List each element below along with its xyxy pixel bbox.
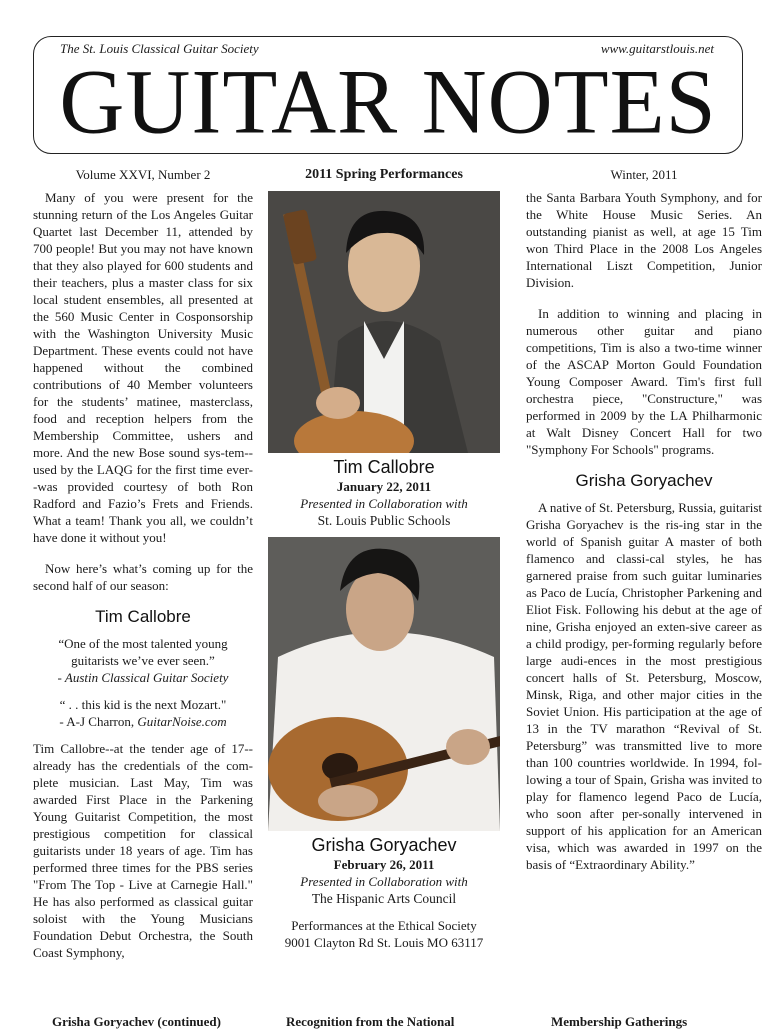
- perf1-partner: St. Louis Public Schools: [317, 513, 451, 528]
- quote-mozart: “ . . this kid is the next Mozart.": [59, 697, 227, 712]
- column-middle: [268, 166, 500, 951]
- tim-awards-paragraph: In addition to winning and placing in numerous other guitar and piano competitions, Tim is also a two-time winner of the ASCAP Morton Gould Foundation Young Composer Award. Tim's first full orchestra piece, "Constructure," was performed in 2009 by the LA Philharmonic at Walt Disney Concert Hall for two "Symphony For Schools" programs.: [526, 306, 762, 457]
- perf1-presented: Presented in Collaboration with: [300, 496, 468, 511]
- column-left: [33, 166, 253, 961]
- venue-line-2: 9001 Clayton Rd St. Louis MO 63117: [284, 935, 484, 950]
- venue-info: [268, 917, 500, 951]
- perf2-presented: Presented in Collaboration with: [300, 874, 468, 889]
- grisha-goryachev-photo: [268, 537, 500, 831]
- perf1-name: Tim Callobre: [333, 457, 435, 477]
- column-right: [526, 166, 762, 873]
- quote-mozart-attribution: [33, 713, 253, 730]
- masthead: [33, 36, 743, 154]
- newsletter-title: GUITAR NOTES: [59, 52, 717, 153]
- attribution-source: GuitarNoise.com: [137, 714, 227, 729]
- perf1-date: January 22, 2011: [336, 479, 432, 494]
- coming-up-paragraph: Now here’s what’s coming up for the second half of our season:: [33, 561, 253, 593]
- volume-number: Volume XXVI, Number 2: [75, 167, 211, 182]
- tim-callobre-photo: [268, 191, 500, 453]
- tim-bio-paragraph: Tim Callobre--at the tender age of 17--already has the credentials of the com-plete musician. Last May, Tim was awarded First Place in the Parkening Young Guitarist Competition, the most prestigious competition for classical guitarists under 18 years of age. Tim has performed three times for the PBS series "From The Top - Live at Carnegie Hall." He has also performed as classical guitar soloist with the Young Musicians Foundation Debut Orchestra, the South Coast Symphony,: [33, 741, 253, 960]
- venue-line-1: Performances at the Ethical Society: [291, 918, 477, 933]
- tim-callobre-heading: Tim Callobre: [95, 607, 191, 626]
- quote-austin-attribution: - Austin Classical Guitar Society: [57, 670, 229, 685]
- grisha-bio-paragraph: A native of St. Petersburg, Russia, guitarist Grisha Goryachev is the ris-ing star in the world of Spanish guitar A master of both flamenco and classi-cal styles, he has garnered praise from such guitar luminaries as Paco de Lucía, Christopher Parkening and Eliot Fisk. Following his debut at the age of nine, Grisha enjoyed an exten-sive career as a child prodigy, per-forming regularly before large audi-ences in the most prestigious concert halls of St. Petersburg, Moscow, Minsk, Riga, and other major cities in the Soviet Union. His participation at the age of 13 in the TV marathon “Revival of St. Petersburg” was transmitted live to more than 100 countries worldwide. In 1994, fol-lowing a tour of Spain, Grisha was invited to play for flamenco legend Paco de Lucía, who soon after per-sonally intervened in support of his application for an American visa, which was awarded in 1997 on the basis of “Extraordinary Ability.”: [526, 500, 762, 872]
- spring-performances-heading: 2011 Spring Performances: [305, 167, 463, 182]
- footer-grisha-continued: Grisha Goryachev (continued): [52, 1014, 221, 1029]
- perf2-date: February 26, 2011: [333, 857, 435, 872]
- perf2-partner: The Hispanic Arts Council: [311, 891, 457, 906]
- perf2-name: Grisha Goryachev: [311, 835, 457, 855]
- tim-continued-paragraph: the Santa Barbara Youth Symphony, and for the White House Music Series. An outstanding pianist as well, at age 15 Tim won Third Place in the 2008 Los Angeles International Liszt Competition, Junior Division.: [526, 190, 762, 290]
- attribution-author: - A-J Charron,: [59, 714, 138, 729]
- quote-austin: “One of the most talented young guitarists we’ve ever seen.”: [58, 636, 228, 668]
- footer-recognition: Recognition from the National: [286, 1014, 455, 1029]
- society-name: The St. Louis Classical Guitar Society: [60, 41, 259, 56]
- grisha-goryachev-illustration: [268, 537, 500, 831]
- footer-membership: Membership Gatherings: [551, 1014, 688, 1029]
- grisha-goryachev-heading: Grisha Goryachev: [575, 471, 713, 490]
- intro-paragraph: Many of you were present for the stunning return of the Los Angeles Guitar Quartet last December 11, attended by 700 people! But you may not have known that they also played for 600 students and their teachers, plus a master class for six local student ensembles, all presented at the 560 Music Center in Cosponsorship with the Washington University Music Department. These events could not have happened without the combined contributions of 40 Member volunteers for the students’ matinee, masterclass, food and reception helpers from the Membership Committee, ushers and more. And the new Bose sound sys-tem--used by the LAQG for the first time ever--was provided courtesy of both Ron Radford and Fazio’s Frets and Friends. What a team! Thank you all, we couldn’t have done it without you!: [33, 190, 253, 545]
- tim-callobre-illustration: [268, 191, 500, 453]
- website-link[interactable]: www.guitarstlouis.net: [600, 41, 714, 56]
- issue-season: Winter, 2011: [610, 167, 678, 182]
